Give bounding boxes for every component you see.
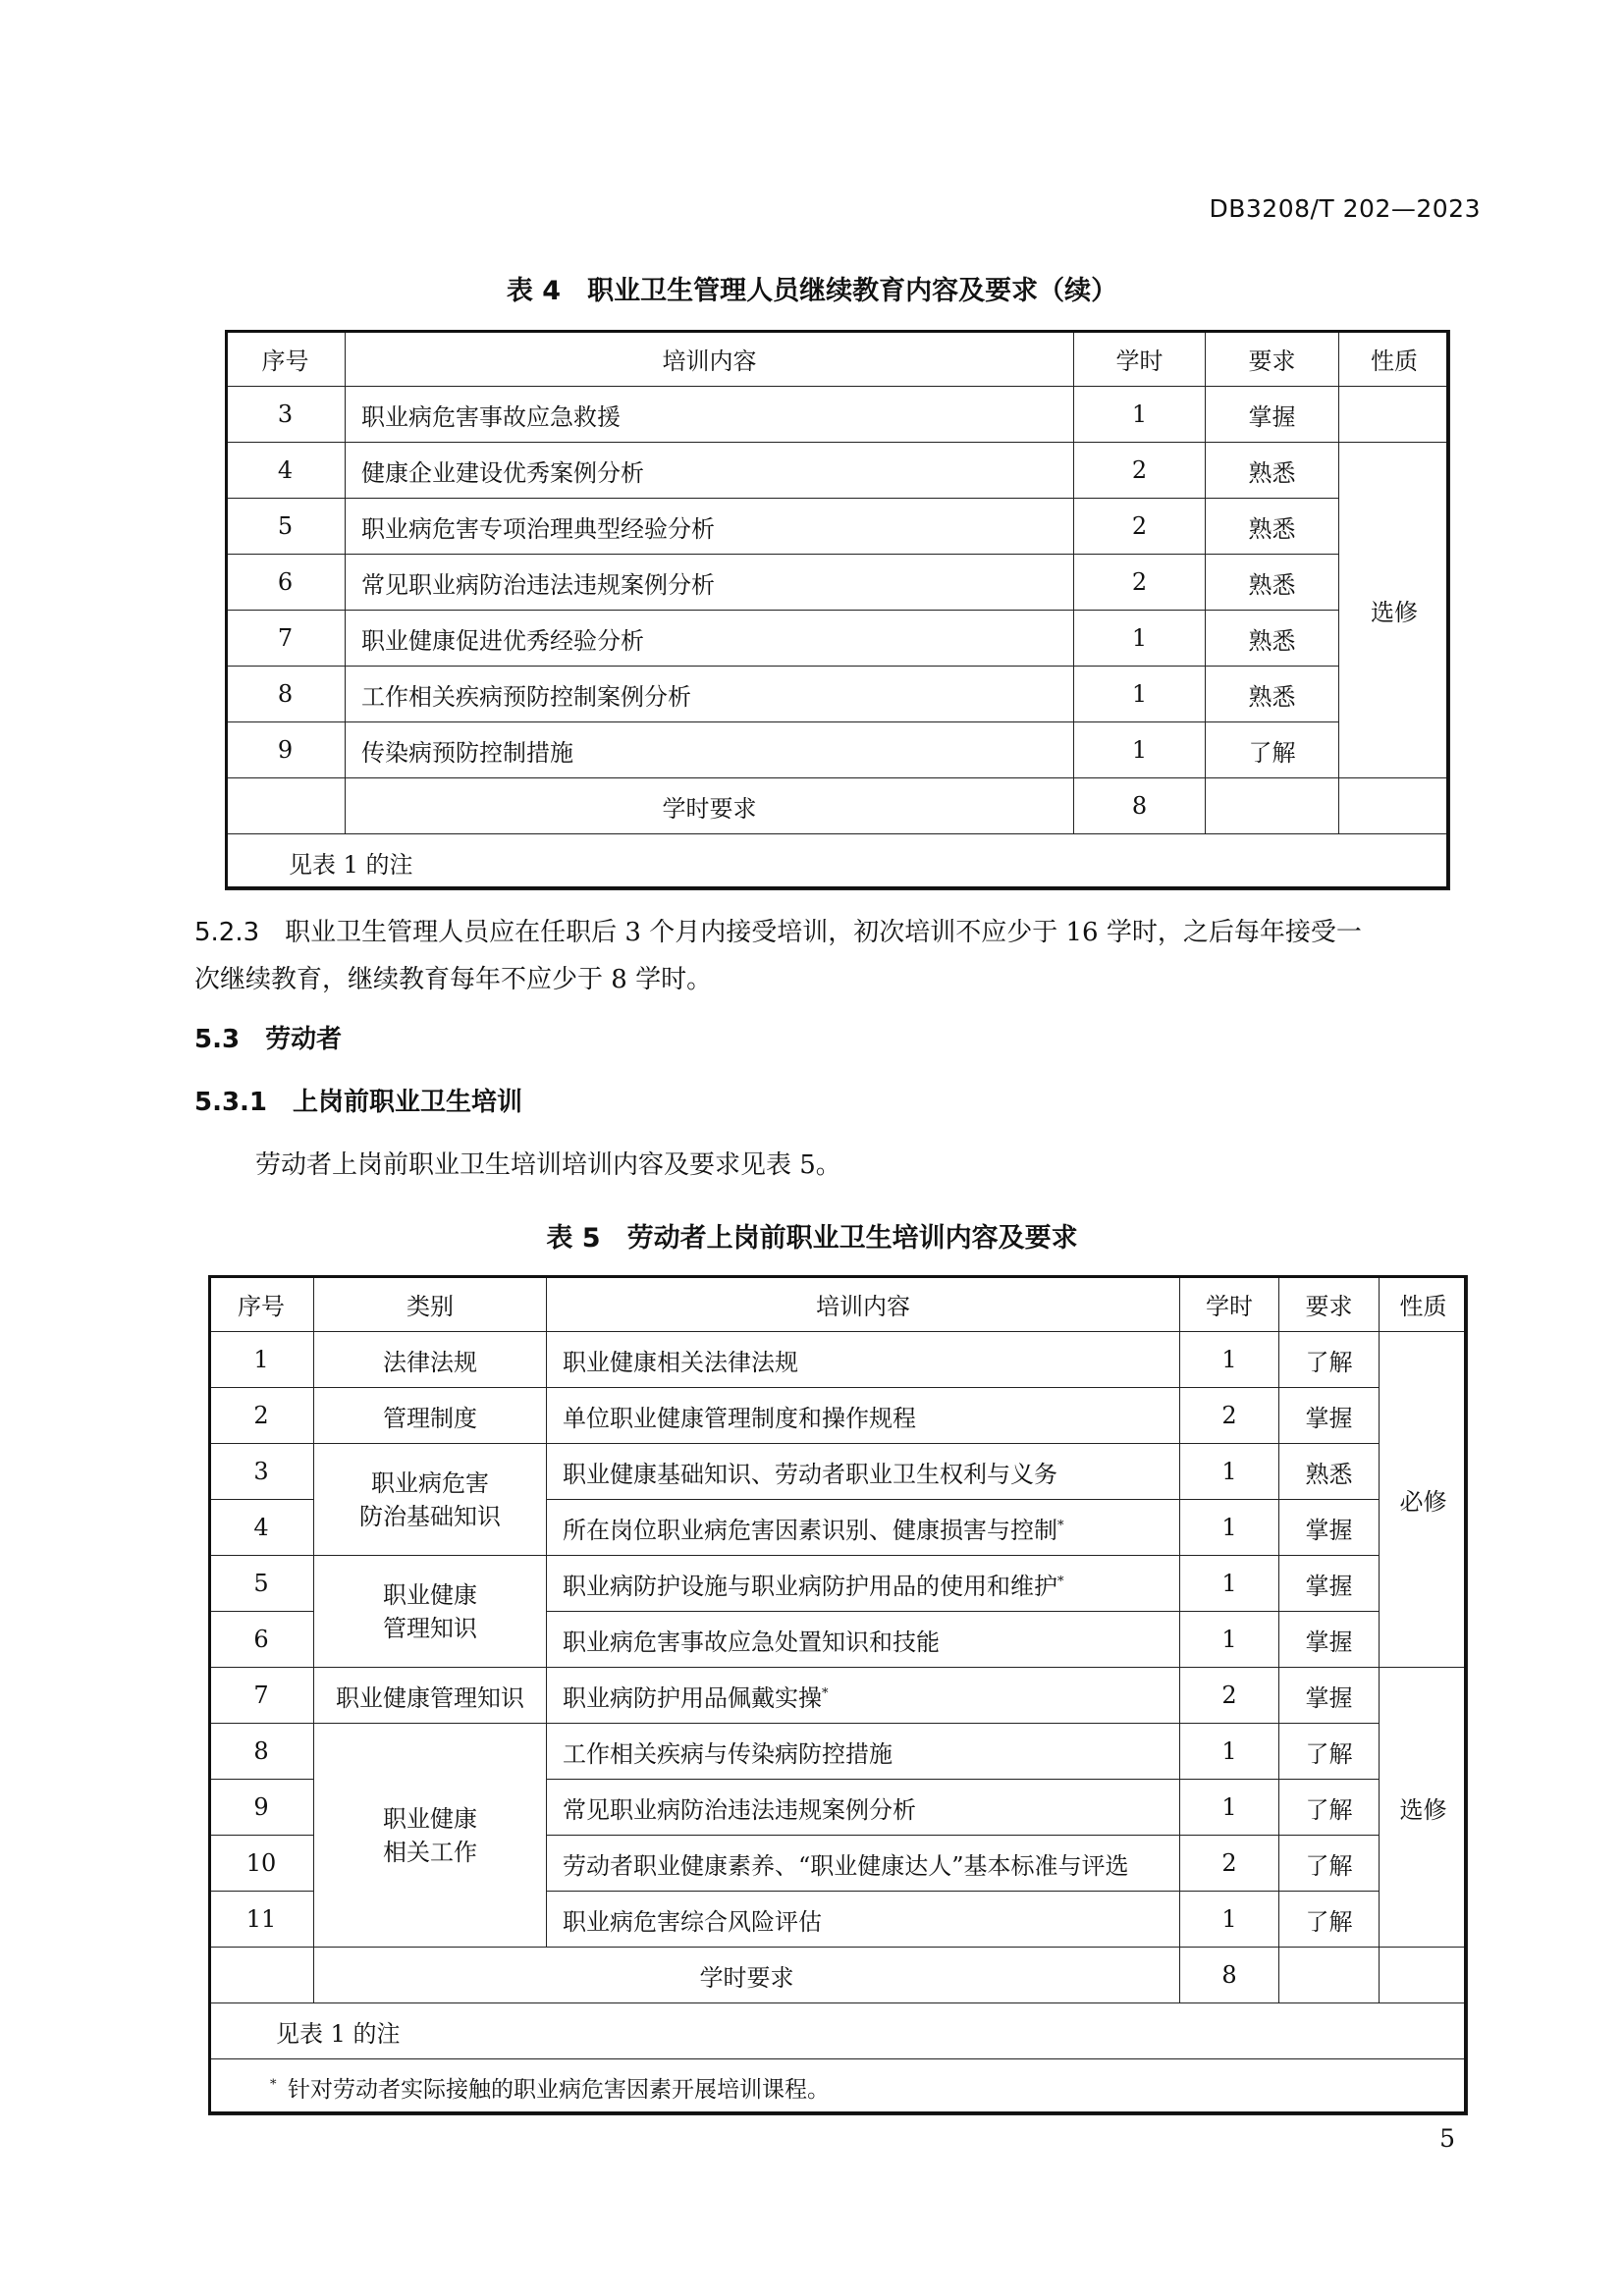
content-text: 职业病防护设施与职业病防护用品的使用和维护 — [563, 1572, 1057, 1600]
row-hours: 1 — [1180, 1444, 1279, 1500]
heading-number: 5.3 — [194, 1025, 241, 1054]
col-header-requirement: 要求 — [1279, 1276, 1380, 1332]
table-row — [209, 1388, 1468, 1444]
row-content: 劳动者职业健康素养、“职业健康达人”基本标准与评选 — [547, 1836, 1180, 1892]
row-content: 常见职业病防治违法违规案例分析 — [547, 1780, 1180, 1836]
total-label: 学时要求 — [346, 778, 1074, 834]
row-hours: 1 — [1180, 1780, 1279, 1836]
col-header-hours: 学时 — [1074, 331, 1206, 387]
total-empty — [226, 778, 346, 834]
row-no: 7 — [209, 1668, 314, 1724]
table-row — [226, 387, 1450, 443]
row-no: 6 — [226, 555, 346, 611]
row-content: 职业病危害专项治理典型经验分析 — [346, 499, 1074, 555]
row-content — [547, 1500, 1180, 1556]
table-note: 见表 1 的注 — [209, 2003, 1468, 2059]
category-line: 职业健康 — [383, 1804, 477, 1833]
table-row — [226, 611, 1450, 667]
row-requirement: 了解 — [1206, 722, 1339, 778]
total-empty — [1339, 778, 1450, 834]
row-requirement: 掌握 — [1279, 1500, 1380, 1556]
heading-title: 劳动者 — [265, 1025, 343, 1054]
clause-number: 5.2.3 — [194, 918, 260, 947]
row-hours: 1 — [1074, 387, 1206, 443]
col-header-hours: 学时 — [1180, 1276, 1279, 1332]
col-header-no: 序号 — [226, 331, 346, 387]
table-row — [209, 1276, 1468, 1332]
row-requirement: 熟悉 — [1206, 667, 1339, 722]
row-hours: 2 — [1074, 555, 1206, 611]
row-content — [547, 1668, 1180, 1724]
table-footnote — [209, 2059, 1468, 2115]
row-hours: 2 — [1180, 1668, 1279, 1724]
category-related-work — [314, 1724, 547, 1948]
row-requirement: 熟悉 — [1206, 499, 1339, 555]
category-health-management — [314, 1556, 547, 1668]
footnote-marker: * — [1057, 1574, 1064, 1589]
row-content: 职业病危害事故应急救援 — [346, 387, 1074, 443]
clause-text: 职业卫生管理人员应在任职后 3 个月内接受培训，初次培训不应少于 16 学时，之后每年接受一 — [285, 918, 1362, 947]
table-row — [226, 443, 1450, 499]
table-row — [209, 1444, 1468, 1500]
row-hours: 1 — [1180, 1332, 1279, 1388]
table-note-row — [209, 2003, 1468, 2059]
row-content — [547, 1556, 1180, 1612]
category-line: 职业病危害 — [371, 1468, 489, 1497]
row-no: 7 — [226, 611, 346, 667]
document-code: DB3208/T 202—2023 — [1209, 194, 1481, 223]
row-content: 职业健康促进优秀经验分析 — [346, 611, 1074, 667]
footnote-marker: * — [1057, 1518, 1064, 1533]
heading-5-3 — [194, 1019, 342, 1055]
page-number: 5 — [1439, 2124, 1455, 2153]
row-requirement: 熟悉 — [1206, 443, 1339, 499]
row-content: 职业健康相关法律法规 — [547, 1332, 1180, 1388]
table-5 — [208, 1275, 1468, 2115]
nature-elective: 选修 — [1380, 1668, 1468, 1948]
row-no: 3 — [209, 1444, 314, 1500]
category-law: 法律法规 — [314, 1332, 547, 1388]
nature-elective: 选修 — [1339, 443, 1450, 778]
row-hours: 2 — [1180, 1836, 1279, 1892]
table-row — [226, 722, 1450, 778]
total-value: 8 — [1180, 1948, 1279, 2003]
col-header-content: 培训内容 — [547, 1276, 1180, 1332]
table-row — [226, 555, 1450, 611]
table-row — [209, 1556, 1468, 1612]
col-header-nature: 性质 — [1380, 1276, 1468, 1332]
row-hours: 1 — [1180, 1556, 1279, 1612]
table-footnote-row — [209, 2059, 1468, 2115]
row-hours: 1 — [1180, 1892, 1279, 1948]
table-total-row — [226, 778, 1450, 834]
row-no: 8 — [226, 667, 346, 722]
col-header-no: 序号 — [209, 1276, 314, 1332]
table-4-title: 表 4 职业卫生管理人员继续教育内容及要求（续） — [506, 276, 1118, 306]
category-health-management-single: 职业健康管理知识 — [314, 1668, 547, 1724]
col-header-content: 培训内容 — [346, 331, 1074, 387]
table-row — [226, 499, 1450, 555]
category-line: 防治基础知识 — [359, 1502, 501, 1530]
row-no: 8 — [209, 1724, 314, 1780]
row-requirement: 掌握 — [1206, 387, 1339, 443]
table-row — [209, 1668, 1468, 1724]
row-hours: 1 — [1180, 1500, 1279, 1556]
category-line: 相关工作 — [383, 1838, 477, 1866]
nature-required: 必修 — [1380, 1332, 1468, 1668]
row-content: 工作相关疾病与传染病防控措施 — [547, 1724, 1180, 1780]
table-note-row — [226, 834, 1450, 890]
total-empty — [1279, 1948, 1380, 2003]
table-row — [226, 331, 1450, 387]
row-requirement: 了解 — [1279, 1332, 1380, 1388]
row-no: 4 — [226, 443, 346, 499]
content-text: 所在岗位职业病危害因素识别、健康损害与控制 — [563, 1516, 1057, 1544]
row-hours: 1 — [1074, 611, 1206, 667]
row-requirement: 熟悉 — [1206, 555, 1339, 611]
row-no: 1 — [209, 1332, 314, 1388]
row-no: 5 — [226, 499, 346, 555]
table-note: 见表 1 的注 — [226, 834, 1450, 890]
table-row — [209, 1332, 1468, 1388]
category-line: 管理知识 — [383, 1614, 477, 1642]
row-hours: 2 — [1180, 1388, 1279, 1444]
paragraph-5-3-1: 劳动者上岗前职业卫生培训培训内容及要求见表 5。 — [255, 1150, 841, 1180]
row-requirement: 了解 — [1279, 1836, 1380, 1892]
row-no: 5 — [209, 1556, 314, 1612]
row-content: 健康企业建设优秀案例分析 — [346, 443, 1074, 499]
row-content: 职业病危害综合风险评估 — [547, 1892, 1180, 1948]
row-hours: 1 — [1180, 1724, 1279, 1780]
table-total-row — [209, 1948, 1468, 2003]
row-content: 职业病危害事故应急处置知识和技能 — [547, 1612, 1180, 1668]
row-requirement: 掌握 — [1279, 1668, 1380, 1724]
heading-number: 5.3.1 — [194, 1088, 268, 1117]
col-header-nature: 性质 — [1339, 331, 1450, 387]
row-content: 常见职业病防治违法违规案例分析 — [346, 555, 1074, 611]
row-hours: 1 — [1074, 667, 1206, 722]
row-nature-empty — [1339, 387, 1450, 443]
total-empty — [1380, 1948, 1468, 2003]
col-header-requirement: 要求 — [1206, 331, 1339, 387]
row-requirement: 掌握 — [1279, 1388, 1380, 1444]
row-requirement: 熟悉 — [1206, 611, 1339, 667]
heading-title: 上岗前职业卫生培训 — [293, 1088, 523, 1117]
total-empty — [209, 1948, 314, 2003]
row-hours: 2 — [1074, 499, 1206, 555]
row-requirement: 熟悉 — [1279, 1444, 1380, 1500]
row-hours: 1 — [1180, 1612, 1279, 1668]
row-no: 4 — [209, 1500, 314, 1556]
row-no: 11 — [209, 1892, 314, 1948]
col-header-category: 类别 — [314, 1276, 547, 1332]
total-value: 8 — [1074, 778, 1206, 834]
footnote-marker: * — [822, 1685, 829, 1701]
row-content: 传染病预防控制措施 — [346, 722, 1074, 778]
row-no: 2 — [209, 1388, 314, 1444]
table-row — [209, 1724, 1468, 1780]
row-content: 职业健康基础知识、劳动者职业卫生权利与义务 — [547, 1444, 1180, 1500]
category-line: 职业健康 — [383, 1580, 477, 1609]
row-hours: 1 — [1074, 722, 1206, 778]
category-management: 管理制度 — [314, 1388, 547, 1444]
row-requirement: 掌握 — [1279, 1556, 1380, 1612]
row-content: 工作相关疾病预防控制案例分析 — [346, 667, 1074, 722]
clause-text-continued: 次继续教育，继续教育每年不应少于 8 学时。 — [194, 965, 713, 994]
content-text: 职业病防护用品佩戴实操 — [563, 1683, 822, 1712]
row-requirement: 了解 — [1279, 1780, 1380, 1836]
table-4 — [225, 330, 1450, 890]
row-requirement: 了解 — [1279, 1724, 1380, 1780]
row-no: 9 — [209, 1780, 314, 1836]
total-empty — [1206, 778, 1339, 834]
row-no: 3 — [226, 387, 346, 443]
row-requirement: 掌握 — [1279, 1612, 1380, 1668]
clause-5-2-3 — [194, 909, 1481, 1003]
footnote-text: 针对劳动者实际接触的职业病危害因素开展培训课程。 — [288, 2076, 830, 2103]
row-no: 9 — [226, 722, 346, 778]
heading-5-3-1 — [194, 1082, 522, 1118]
table-row — [226, 667, 1450, 722]
footnote-marker: * — [270, 2076, 277, 2092]
row-hours: 2 — [1074, 443, 1206, 499]
category-hazard-basics — [314, 1444, 547, 1556]
row-requirement: 了解 — [1279, 1892, 1380, 1948]
row-no: 6 — [209, 1612, 314, 1668]
row-content: 单位职业健康管理制度和操作规程 — [547, 1388, 1180, 1444]
total-label: 学时要求 — [314, 1948, 1180, 2003]
row-no: 10 — [209, 1836, 314, 1892]
table-5-title: 表 5 劳动者上岗前职业卫生培训内容及要求 — [546, 1223, 1078, 1254]
